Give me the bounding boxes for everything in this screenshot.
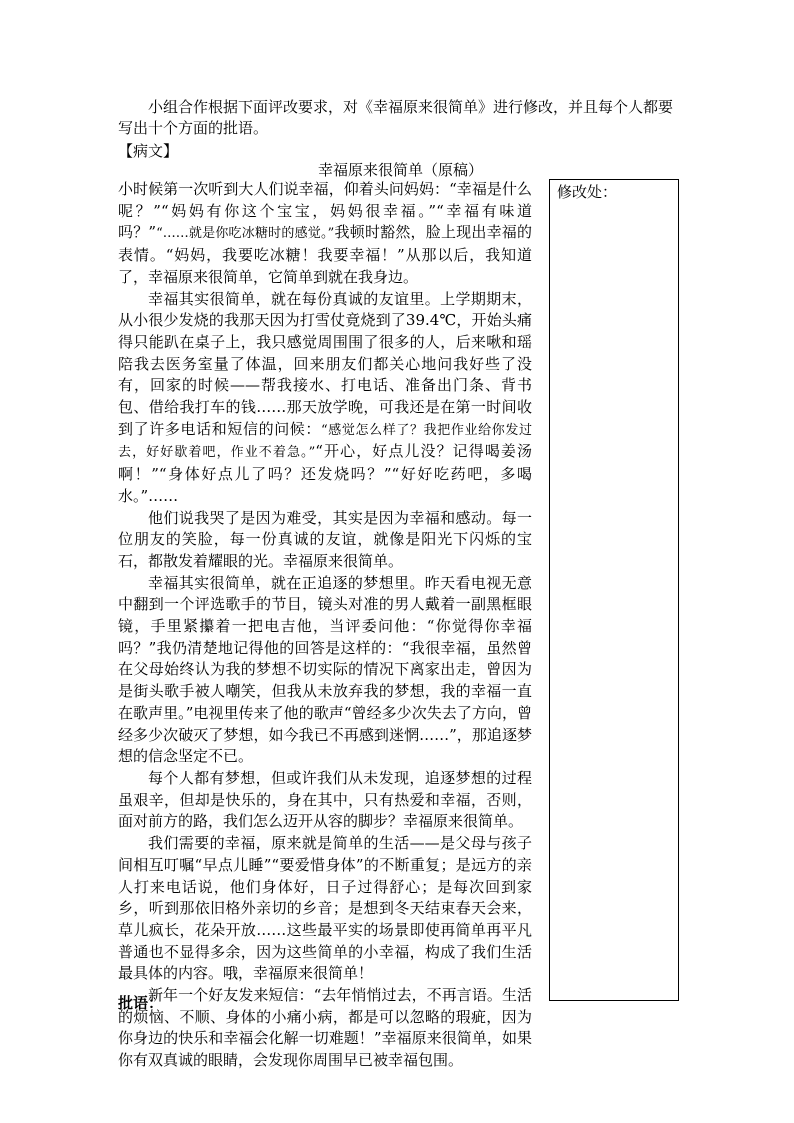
revision-box[interactable] <box>549 179 679 1001</box>
paragraph-2-text-c: “开心，好点儿没？记得喝姜汤啊！”“身体好点儿了吗？还发烧吗？”“好好吃药吧，多喝水。”…… <box>118 442 532 505</box>
section-label: 【病文】 <box>118 142 179 160</box>
paragraph-2-text-a: 幸福其实很简单，就在每份真诚的友谊里。上学期期末，从小很少发烧的我那天因为打雪仗竟烧到了39.4℃，开始头痛得只能趴在桌子上，我只感觉周围围了很多的人，后来啾和瑶陪我去医务室量了体温，回来朋友们都关心地问我好些了没有，回家的时候——帮我接水、打电话、准备出门条、背书包、借给我打车的钱……那天放学晚，可我还是在第一时间收到了许多电话和短信的问候： <box>118 289 532 438</box>
instruction-text: 小组合作根据下面评改要求，对《幸福原来很简单》进行修改，并且每个人都要写出十个方面的批语。 <box>118 98 674 137</box>
essay-paragraph-5: 每个人都有梦想，但或许我们从未发现，追逐梦想的过程虽艰辛，但却是快乐的，身在其中，只有热爱和幸福，否则，面对前方的路，我们怎么迈开从容的脚步？幸福原来很简单。 <box>118 768 532 831</box>
essay-paragraph-3: 他们说我哭了是因为难受，其实是因为幸福和感动。每一位朋友的笑脸，每一份真诚的友谊，就像是阳光下闪烁的宝石，都散发着耀眼的光。幸福原来很简单。 <box>118 508 532 570</box>
essay-paragraph-2 <box>118 289 532 508</box>
essay-body <box>118 179 532 1072</box>
essay-paragraph-6: 我们需要的幸福，原来就是简单的生活——是父母与孩子间相互叮嘱“早点儿睡”“要爱惜身体”的不断重复；是远方的亲人打来电话说，他们身体好，日子过得舒心；是每次回到家乡，听到那依旧格外亲切的乡音；是想到冬天结束春天会来，草儿疯长，花朵开放……这些最平实的场景即使再简单再平凡普通也不显得多余，因为这些简单的小幸福，构成了我们生活最具体的内容。哦，幸福原来很简单！ <box>118 834 532 983</box>
essay-title: 幸福原来很简单（原稿） <box>318 161 484 179</box>
essay-paragraph-4: 幸福其实很简单，就在正追逐的梦想里。昨天看电视无意中翻到一个评选歌手的节目，镜头对准的男人戴着一副黑框眼镜，手里紧攥着一把电吉他，当评委问他：“你觉得你幸福吗？”我仍清楚地记得他的回答是这样的：“我很幸福，虽然曾在父母始终认为我的梦想不切实际的情况下离家出走，曾因为是街头歌手被人嘲笑，但我从未放弃我的梦想，我的幸福一直在歌声里。”电视里传来了他的歌声“曾经多少次失去了方向，曾经多少次破灭了梦想，如今我已不再感到迷惘……”，那追逐梦想的信念坚定不已。 <box>118 573 532 766</box>
essay-paragraph-1 <box>118 179 532 289</box>
essay-paragraph-7: 新年一个好友发来短信：“去年悄悄过去，不再言语。生活的烦恼、不顺、身体的小痛小病，都是可以忽略的瑕疵，因为你身边的快乐和幸福会化解一切难题！”幸福原来很简单，如果你有双真诚的眼睛，会发现你周围早已被幸福包围。 <box>118 986 532 1070</box>
paragraph-2-quote-small: “感觉怎么样了？我把作业给你发过去，好好歇着吧，作业不着急。” <box>118 422 532 461</box>
comment-label: 批语： <box>118 994 164 1012</box>
paragraph-1-text-a: 小时候第一次听到大人们说幸福，仰着头问妈妈：“幸福是什么呢？”“妈妈有你这个宝宝，妈妈很幸福。”“幸福有味道吗？” <box>118 180 532 242</box>
paragraph-1-quote-small: “……就是你吃冰糖时的感觉。” <box>156 226 335 242</box>
revision-box-label: 修改处： <box>557 183 618 201</box>
paragraph-1-text-c: 我顿时豁然，脸上现出幸福的表情。“妈妈，我要吃冰糖！我要幸福！”从那以后，我知道了，幸福原来很简单，它简单到就在我身边。 <box>118 223 532 286</box>
